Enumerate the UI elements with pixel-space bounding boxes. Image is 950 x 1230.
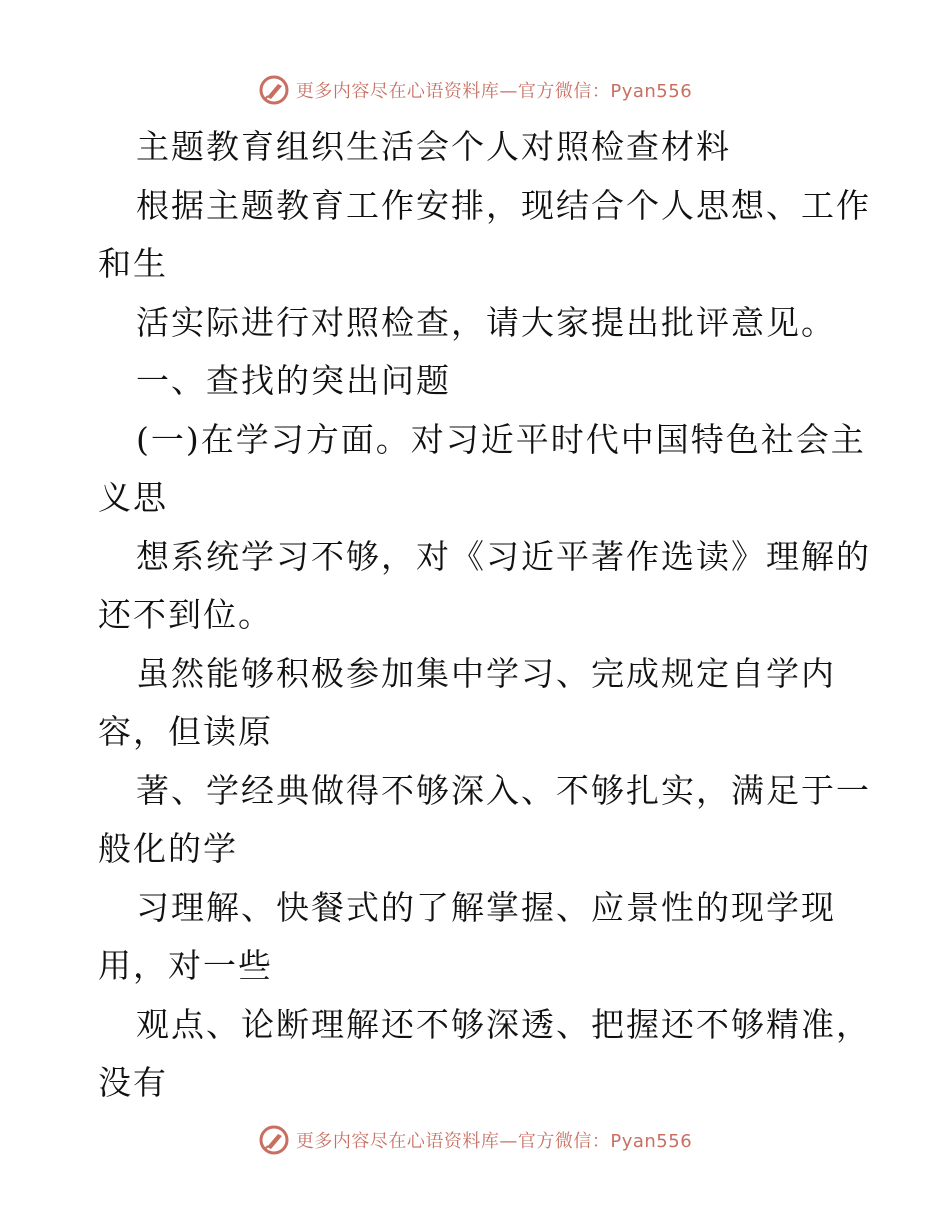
quill-circle-icon [258,74,290,106]
paragraph-line: 和生 [98,244,168,283]
paragraph-line: 虽然能够积极参加集中学习、完成规定自学内 [136,653,836,693]
paragraph-line: 活实际进行对照检查，请大家提出批评意见。 [136,302,836,342]
footer-watermark-banner [0,1120,950,1160]
watermark-text: 更多内容尽在心语资料库—官方微信：Pyan556 [295,1131,693,1152]
section-heading: 一、查找的突出问题 [136,361,451,400]
header-watermark-banner [0,70,950,110]
paragraph-line: 还不到位。 [98,595,273,634]
paragraph-line: 般化的学 [98,829,238,868]
paragraph-line: 根据主题教育工作安排，现结合个人思想、工作 [136,185,871,225]
paragraph-line: 义思 [98,478,168,517]
paragraph-line: 观点、论断理解还不够深透、把握还不够精准， [136,1004,871,1044]
quill-circle-icon [258,1124,290,1156]
paragraph-line: 用，对一些 [98,946,273,985]
paragraph-line: 著、学经典做得不够深入、不够扎实，满足于一 [136,770,871,810]
document-title: 主题教育组织生活会个人对照检查材料 [136,127,731,166]
paragraph-line: 容，但读原 [98,712,273,751]
paragraph-line: 想系统学习不够，对《习近平著作选读》理解的 [136,536,871,576]
document-body [98,118,871,1113]
subsection-heading: (一)在学习方面。对习近平时代中国特色社会主 [136,419,866,459]
watermark-text: 更多内容尽在心语资料库—官方微信：Pyan556 [295,81,693,102]
paragraph-line: 没有 [98,1063,168,1102]
paragraph-line: 习理解、快餐式的了解掌握、应景性的现学现 [136,887,836,927]
